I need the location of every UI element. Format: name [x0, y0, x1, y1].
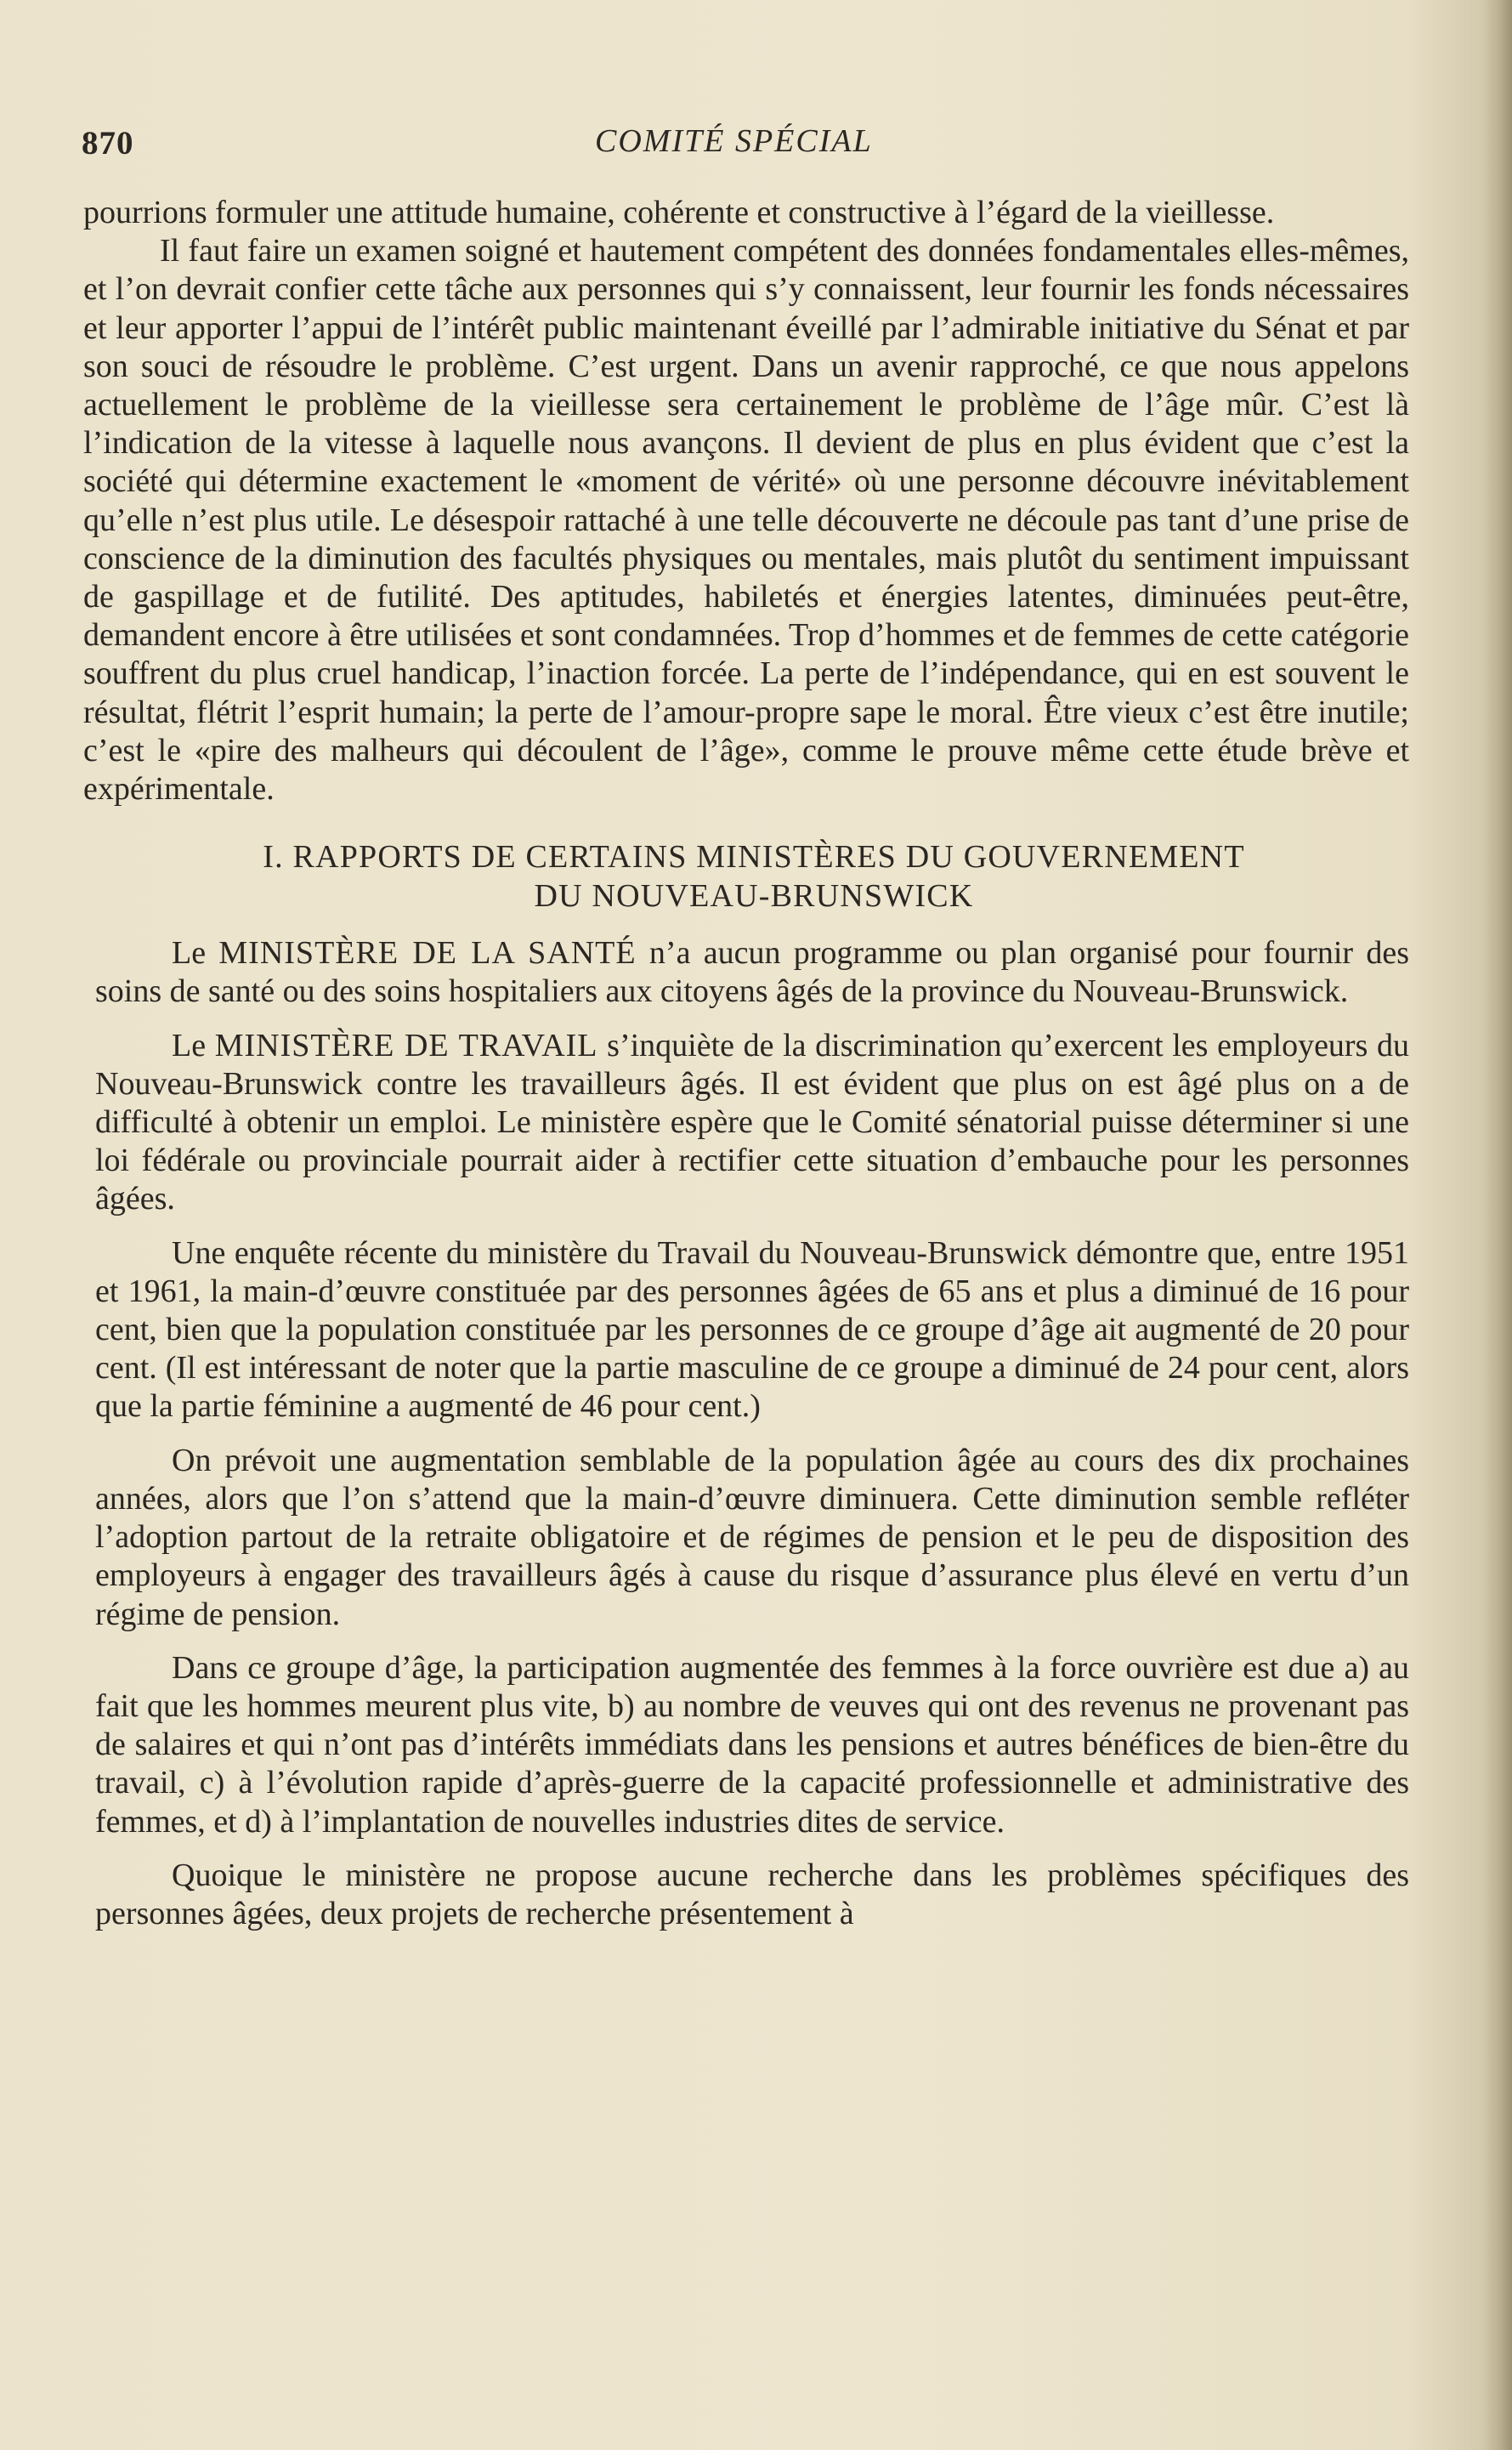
paragraph-research: Quoique le ministère ne propose aucune recherche dans les problèmes spécifiques des personnes âgées, deux projets de recherche présentement à: [95, 1857, 1409, 1931]
paragraph-women-participation: Dans ce groupe d’âge, la participation augmentée des femmes à la force ouvrière est due a) au fait que les hommes meurent plus vite, b) au nombre de veuves qui ont des revenus ne provenant pas de salaires et qui n’ont pas d’intérêts immédiats dans les pensions et autres bénéfices de bien-être du travail, c) à l’évolution rapide d’après-guerre de la capacité professionnelle et administrative des femmes, et d) à l’implantation de nouvelles industries dites de service.: [95, 1649, 1409, 1840]
page-header: [82, 117, 1407, 168]
page-body: [83, 194, 1409, 1933]
paragraph-continued: pourrions formuler une attitude humaine, cohérente et constructive à l’égard de la vieillesse.: [83, 195, 1275, 230]
page-gutter-shadow: [1483, 0, 1512, 2450]
section-body: [83, 934, 1409, 1933]
section-heading: [83, 837, 1409, 916]
paragraph-labour-ministry: [95, 1027, 1409, 1219]
paragraph-forecast: On prévoit une augmentation semblable de la population âgée au cours des dix prochaines années, alors que l’on s’attend que la main-d’œuvre diminuera. Cette diminution semble refléter l’adoption partout de la retraite obligatoire et de régimes de pension et le peu de disposition des employeurs à engager des travailleurs âgés à cause du risque d’assurance plus élevé en vertu d’un régime de pension.: [95, 1442, 1409, 1632]
running-head: COMITÉ SPÉCIAL: [595, 123, 873, 159]
paragraph-health-ministry: [95, 934, 1409, 1011]
lead-word: Le: [172, 1027, 215, 1063]
paragraph-intro: Il faut faire un examen soigné et hautement compétent des données fondamentales elles-mêmes, et l’on devrait confier cette tâche aux personnes qui s’y connaissent, leur fournir les fonds nécessaires et leur apporter l’appui de l’intérêt public maintenant éveillé par l’admirable initiative du Sénat et par son souci de résoudre le problème. C’est urgent. Dans un avenir rapproché, ce que nous appelons actuellement le problème de la vieillesse sera certainement le problème de l’âge mûr. C’est là l’indication de la vitesse à laquelle nous avançons. Il devient de plus en plus évident que c’est la société qui détermine exactement le «moment de vérité» où une personne découvre inévitablement qu’elle n’est plus utile. Le désespoir rattaché à une telle découverte ne découle pas tant d’une prise de conscience de la diminution des facultés physiques ou mentales, mais plutôt du sentiment impuissant de gaspillage et de futilité. Des aptitudes, habiletés et énergies latentes, diminuées peut-être, demandent encore à être utilisées et sont condamnées. Trop d’hommes et de femmes de cette catégorie souffrent du plus cruel handicap, l’inaction forcée. La perte de l’indépendance, qui en est souvent le résultat, flétrit l’esprit humain; la perte de l’amour-propre sape le moral. Être vieux c’est être inutile; c’est le «pire des malheurs qui découlent de l’âge», comme le prouve même cette étude brève et expérimentale.: [83, 233, 1409, 808]
section-heading-line-2: DU NOUVEAU-BRUNSWICK: [534, 878, 974, 915]
paragraph-survey: Une enquête récente du ministère du Travail du Nouveau-Brunswick démontre que, entre 1951 et 1961, la main-d’œuvre constituée par des personnes âgées de 65 ans et plus a diminué de 16 pour cent, bien que la population constituée par les personnes de ce groupe d’âge ait augmenté de 20 pour cent. (Il est intéressant de noter que la partie masculine de ce groupe a diminué de 24 pour cent, alors que la partie féminine a augmenté de 46 pour cent.): [95, 1234, 1409, 1425]
paragraph-text: n’a aucun programme ou plan organisé pour fournir des soins de santé ou des soins hospitaliers aux citoyens âgés de la province du Nouveau-Brunswick.: [95, 935, 1410, 1010]
ministry-name-labour: MINISTÈRE DE TRAVAIL: [214, 1027, 598, 1063]
page-number: 870: [82, 125, 134, 162]
lead-word: Le: [172, 935, 219, 972]
section-heading-line-1: I. RAPPORTS DE CERTAINS MINISTÈRES DU GOUVERNEMENT: [263, 839, 1245, 876]
ministry-name-health: MINISTÈRE DE LA SANTÉ: [218, 935, 637, 972]
paragraph-text: s’inquiète de la discrimination qu’exercent les employeurs du Nouveau-Brunswick contre les travailleurs âgés. Il est évident que plus on est âgé plus on a de difficulté à obtenir un emploi. Le ministère espère que le Comité sénatorial puisse déterminer si une loi fédérale ou provinciale pourrait aider à rectifier cette situation d’embauche pour les personnes âgées.: [95, 1027, 1409, 1217]
